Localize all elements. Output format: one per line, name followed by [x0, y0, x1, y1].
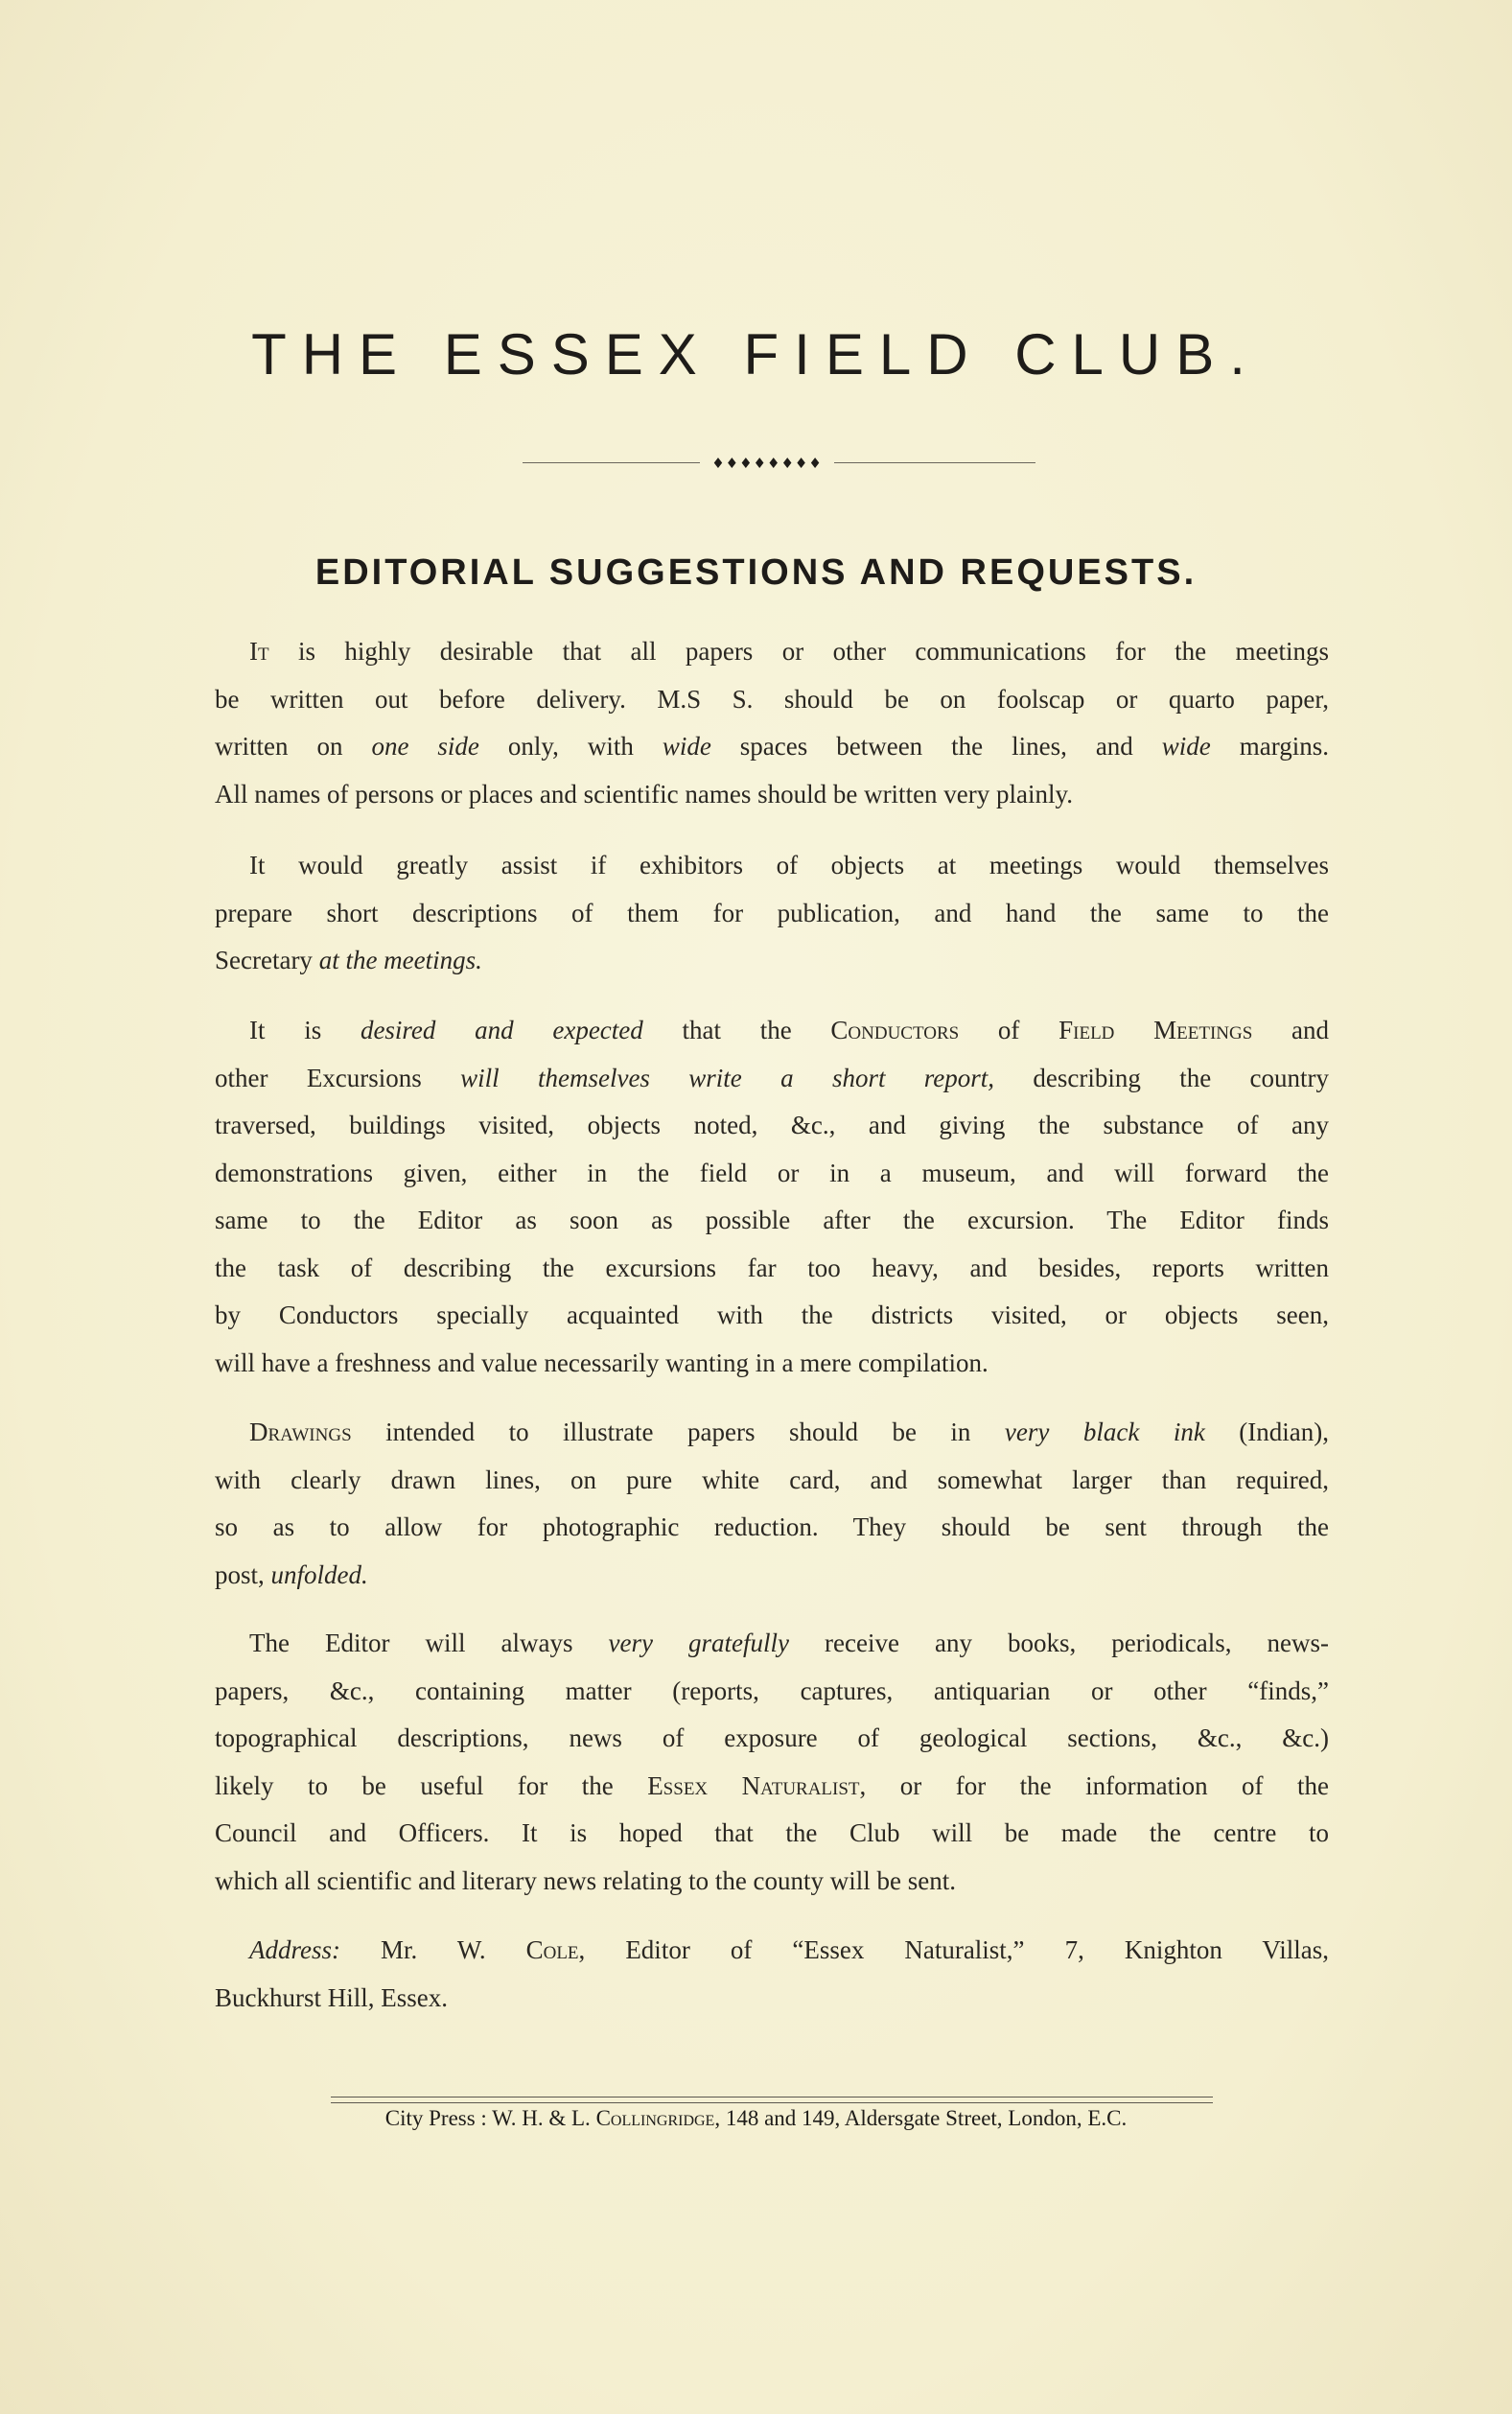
- small-caps: Field Meetings: [1058, 1016, 1253, 1044]
- text-run: spaces between the lines, and: [710, 732, 1162, 761]
- paragraph-line: It would greatly assist if exhibitors of objects at meetings would themselves: [249, 851, 1329, 879]
- paragraph-line: be written out before delivery. M.S S. should be on foolscap or quarto paper,: [215, 684, 1329, 714]
- text-run: , Editor of “Essex Naturalist,” 7, Knighton Villas,: [578, 1935, 1329, 1964]
- text-run: The Editor will always: [249, 1629, 609, 1657]
- small-caps: Essex Naturalist: [647, 1770, 860, 1800]
- drop-word: It: [249, 637, 269, 666]
- paragraph-line: [215, 937, 1329, 985]
- address-label: Address:: [249, 1935, 340, 1964]
- emphasis: very gratefully: [608, 1629, 790, 1657]
- text-run: other Excursions: [215, 1063, 461, 1092]
- paragraph-line: [215, 1552, 1329, 1600]
- section-heading: EDITORIAL SUGGESTIONS AND REQUESTS.: [314, 552, 1198, 593]
- text-run: intended to illustrate papers should be in: [351, 1418, 1005, 1446]
- paragraph-line: so as to allow for photographic reduction. They should be sent through the: [215, 1512, 1329, 1541]
- text-run: receive any books, periodicals, news-: [789, 1629, 1329, 1657]
- paragraph-line: All names of persons or places and scientific names should be written very plainly.: [215, 779, 1074, 809]
- paragraph-line: [215, 1055, 1329, 1103]
- small-caps: Cole: [525, 1935, 579, 1964]
- paragraph-line: with clearly drawn lines, on pure white card, and somewhat larger than required,: [215, 1465, 1329, 1494]
- ornamental-divider: [523, 451, 1035, 476]
- paragraph-line: [215, 1409, 1329, 1457]
- emphasis: wide: [1161, 732, 1211, 761]
- paragraph-line: traversed, buildings visited, objects noted, &c., and giving the substance of any: [215, 1111, 1329, 1139]
- text-run: written on: [215, 732, 372, 761]
- text-run: likely to be useful for the: [215, 1770, 648, 1800]
- text-run: that the: [642, 1016, 831, 1044]
- text-run: (Indian),: [1204, 1418, 1330, 1446]
- text-run: Secretary: [215, 946, 319, 974]
- paragraph-conductors: [215, 1007, 1329, 1387]
- text-run: It is: [249, 1016, 361, 1044]
- text-run: is highly desirable that all papers or other communications for the meetings: [268, 637, 1329, 666]
- emphasis: will themselves write a short report,: [460, 1063, 995, 1092]
- paragraph-contributions: [215, 1620, 1329, 1905]
- paragraph-line: [215, 628, 1329, 676]
- small-caps: Drawings: [249, 1418, 352, 1446]
- text-run: only, with: [478, 732, 663, 761]
- paragraph-line: will have a freshness and value necessarily wanting in a mere compilation.: [215, 1348, 989, 1377]
- text-run: margins.: [1210, 732, 1330, 761]
- paragraph-line: Buckhurst Hill, Essex.: [215, 1982, 448, 2012]
- divider-rule-right: [834, 462, 1035, 463]
- text-run: describing the country: [994, 1063, 1330, 1092]
- small-caps: Collingridge: [595, 2106, 715, 2130]
- emphasis: at the meetings.: [318, 946, 482, 974]
- footer-rule: [331, 2102, 1213, 2103]
- text-run: City Press : W. H. & L.: [384, 2106, 596, 2130]
- emphasis: wide: [662, 732, 711, 761]
- text-run: post,: [215, 1559, 271, 1589]
- emphasis: very black ink: [1004, 1418, 1205, 1446]
- paragraph-line: [215, 1620, 1329, 1668]
- diamond-ornament-icon: ♦♦♦♦♦♦♦♦: [711, 455, 823, 472]
- paragraph-line: by Conductors specially acquainted with the districts visited, or objects seen,: [215, 1301, 1329, 1329]
- paragraph-drawings: [215, 1409, 1329, 1599]
- divider-rule-left: [523, 462, 700, 463]
- paragraph-line: [215, 1927, 1329, 1975]
- text-run: , 148 and 149, Aldersgate Street, London, E.C.: [714, 2106, 1128, 2130]
- paragraph-line: the task of describing the excursions far too heavy, and besides, reports written: [215, 1253, 1329, 1282]
- text-run: of: [959, 1016, 1059, 1044]
- text-run: , or for the information of the: [859, 1770, 1329, 1800]
- paragraph-address: [215, 1927, 1329, 2022]
- emphasis: desired and expected: [360, 1016, 643, 1044]
- emphasis: unfolded.: [270, 1559, 368, 1589]
- text-run: and: [1252, 1016, 1329, 1044]
- paragraph-line: [215, 1763, 1329, 1811]
- paragraph-line: prepare short descriptions of them for publication, and hand the same to the: [215, 898, 1329, 927]
- paragraph-line: papers, &c., containing matter (reports, captures, antiquarian or other “finds,”: [215, 1676, 1329, 1705]
- printer-imprint: [0, 2106, 1512, 2131]
- paragraph-line: topographical descriptions, news of exposure of geological sections, &c., &c.): [215, 1723, 1329, 1752]
- paragraph-exhibitors: [215, 842, 1329, 985]
- footer-rule: [331, 2097, 1213, 2098]
- paragraph-line: demonstrations given, either in the field or in a museum, and will forward the: [215, 1158, 1329, 1187]
- paragraph-line: Council and Officers. It is hoped that the Club will be made the centre to: [215, 1818, 1329, 1847]
- paragraph-line: same to the Editor as soon as possible after the excursion. The Editor finds: [215, 1206, 1329, 1234]
- paragraph-line: [215, 1007, 1329, 1055]
- emphasis: one side: [371, 732, 479, 761]
- paragraph-manuscripts: [215, 628, 1329, 818]
- page-title: THE ESSEX FIELD CLUB.: [251, 322, 1261, 387]
- paragraph-line: [215, 723, 1329, 771]
- paragraph-line: which all scientific and literary news relating to the county will be sent.: [215, 1865, 957, 1895]
- text-run: Mr. W.: [340, 1935, 526, 1964]
- small-caps: Conductors: [830, 1016, 960, 1044]
